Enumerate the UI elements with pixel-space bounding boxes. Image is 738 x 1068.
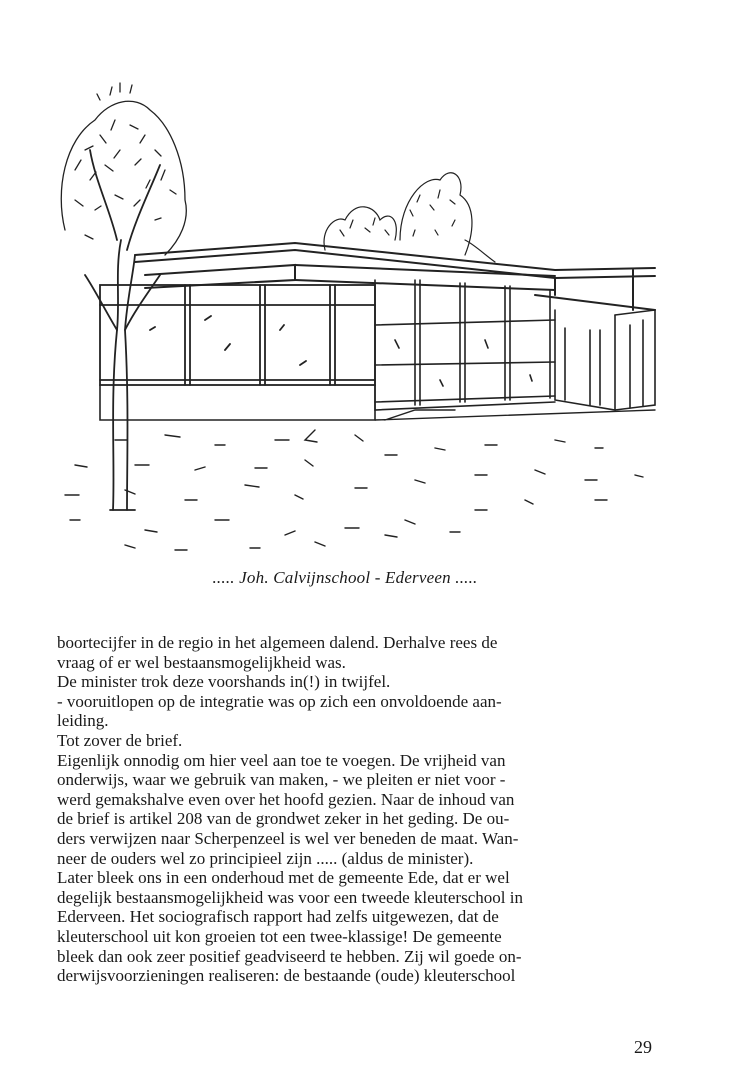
text-line: Eigenlijk onnodig om hier veel aan toe te voegen. De vrijheid van	[57, 750, 506, 770]
tree-trunk	[85, 150, 160, 510]
text-line: boortecijfer in de regio in het algemeen dalend. Derhalve rees de	[57, 633, 498, 652]
building-roof	[135, 243, 655, 310]
entrance	[555, 310, 655, 410]
text-line: neer de ouders wel zo principieel zijn ..... (aldus de minister).	[57, 848, 474, 868]
text-line: degelijk bestaansmogelijkheid was voor een tweede kleuterschool in	[57, 887, 523, 907]
school-building-illustration	[55, 80, 660, 560]
text-line: ders verwijzen naar Scherpenzeel is wel ver beneden de maat. Wan-	[57, 828, 519, 848]
text-line: Later bleek ons in een onderhoud met de gemeente Ede, dat er wel	[57, 868, 510, 888]
left-wing-base	[100, 385, 375, 420]
text-line: de brief is artikel 208 van de grondwet zeker in het geding. De ou-	[57, 809, 510, 829]
text-line: Tot zover de brief.	[57, 730, 183, 750]
page-number: 29	[634, 1037, 652, 1057]
right-wing-facade	[375, 280, 555, 410]
text-line: onderwijs, waar we gebruik van maken, - we pleiten er niet voor -	[57, 770, 506, 790]
text-line: werd gemakshalve even over het hoofd gezien. Naar de inhoud van	[57, 789, 515, 809]
text-line: leiding.	[57, 711, 109, 731]
tree-canopy	[61, 83, 186, 255]
text-line: vraag of er wel bestaansmogelijkheid was.	[57, 652, 346, 672]
text-line: De minister trok deze voorshands in(!) in twijfel.	[57, 672, 391, 692]
body-text	[57, 633, 657, 986]
illustration-caption: ..... Joh. Calvijnschool - Ederveen .....	[212, 568, 478, 587]
forecourt-paving	[65, 410, 655, 550]
text-line: - vooruitlopen op de integratie was op zich een onvoldoende aan-	[57, 691, 502, 711]
left-wing-windows	[100, 285, 375, 385]
text-line: derwijsvoorzieningen realiseren: de bestaande (oude) kleuterschool	[57, 966, 516, 986]
text-line: Ederveen. Het sociografisch rapport had zelfs uitgewezen, dat de	[57, 907, 499, 927]
text-line: kleuterschool uit kon groeien tot een twee-klassige! De gemeente	[57, 926, 502, 946]
text-line: bleek dan ook zeer positief geadviseerd te hebben. Zij wil goede on-	[57, 946, 522, 966]
